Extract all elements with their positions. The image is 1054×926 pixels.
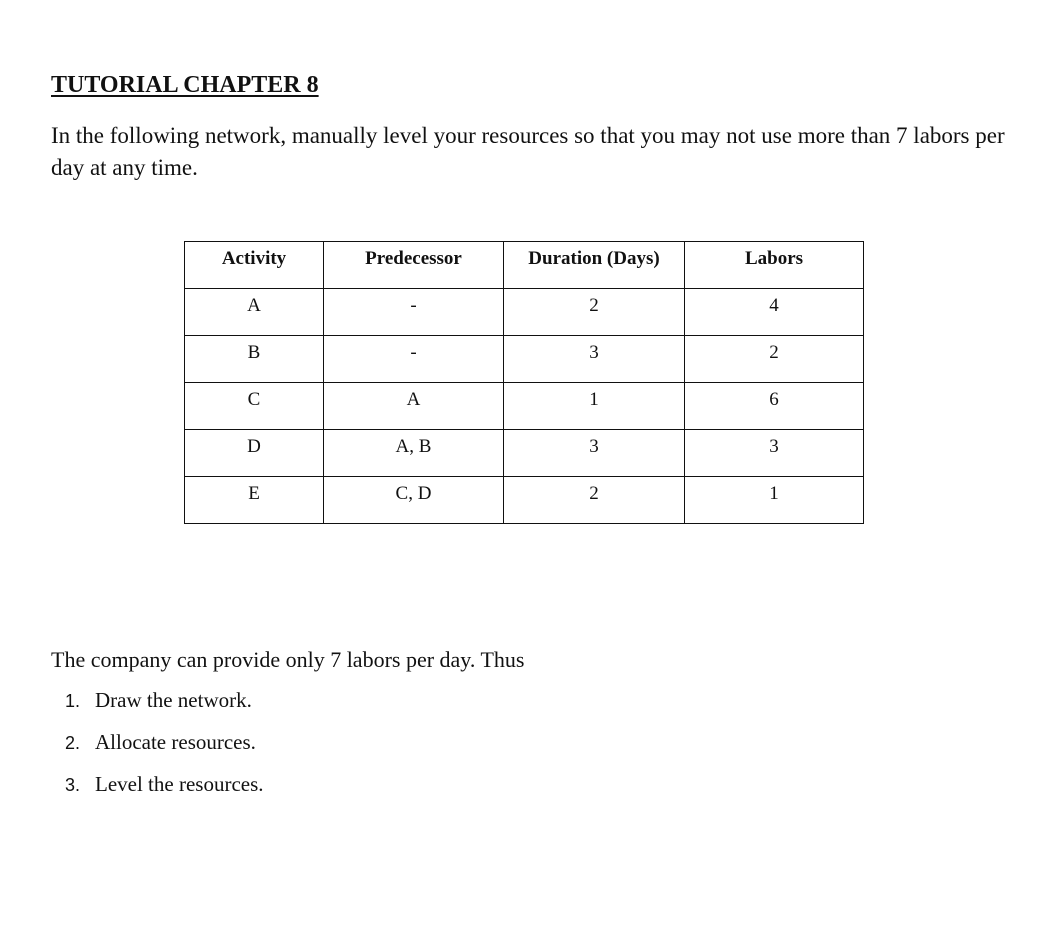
cell-predecessor: -	[324, 289, 504, 336]
cell-duration: 3	[504, 336, 685, 383]
cell-labors: 3	[685, 430, 864, 477]
cell-activity: D	[185, 430, 324, 477]
cell-duration: 1	[504, 383, 685, 430]
header-activity: Activity	[185, 242, 324, 289]
cell-labors: 1	[685, 477, 864, 524]
cell-activity: E	[185, 477, 324, 524]
table-row	[185, 430, 864, 477]
cell-activity: C	[185, 383, 324, 430]
list-item	[65, 772, 264, 814]
activity-table	[184, 241, 864, 524]
list-item	[65, 688, 264, 730]
outro-paragraph: The company can provide only 7 labors per day. Thus	[51, 647, 525, 672]
table-row	[185, 477, 864, 524]
header-predecessor: Predecessor	[324, 242, 504, 289]
table-row	[185, 289, 864, 336]
table-header-row	[185, 242, 864, 289]
step-number: 1.	[65, 691, 81, 711]
list-item	[65, 730, 264, 772]
cell-duration: 3	[504, 430, 685, 477]
cell-duration: 2	[504, 477, 685, 524]
cell-labors: 2	[685, 336, 864, 383]
table-row	[185, 336, 864, 383]
cell-labors: 4	[685, 289, 864, 336]
step-text: Level the resources.	[95, 772, 264, 796]
intro-paragraph: In the following network, manually level your resources so that you may not use more than 7 labors per day at any time.	[51, 123, 1005, 180]
cell-duration: 2	[504, 289, 685, 336]
steps-list	[65, 688, 264, 814]
cell-labors: 6	[685, 383, 864, 430]
step-text: Allocate resources.	[95, 730, 256, 754]
step-number: 2.	[65, 733, 81, 753]
cell-activity: B	[185, 336, 324, 383]
table-row	[185, 383, 864, 430]
cell-predecessor: A	[324, 383, 504, 430]
step-text: Draw the network.	[95, 688, 252, 712]
header-duration: Duration (Days)	[504, 242, 685, 289]
cell-activity: A	[185, 289, 324, 336]
page-title: TUTORIAL CHAPTER 8	[51, 72, 319, 98]
cell-predecessor: A, B	[324, 430, 504, 477]
step-number: 3.	[65, 775, 81, 795]
cell-predecessor: C, D	[324, 477, 504, 524]
header-labors: Labors	[685, 242, 864, 289]
cell-predecessor: -	[324, 336, 504, 383]
